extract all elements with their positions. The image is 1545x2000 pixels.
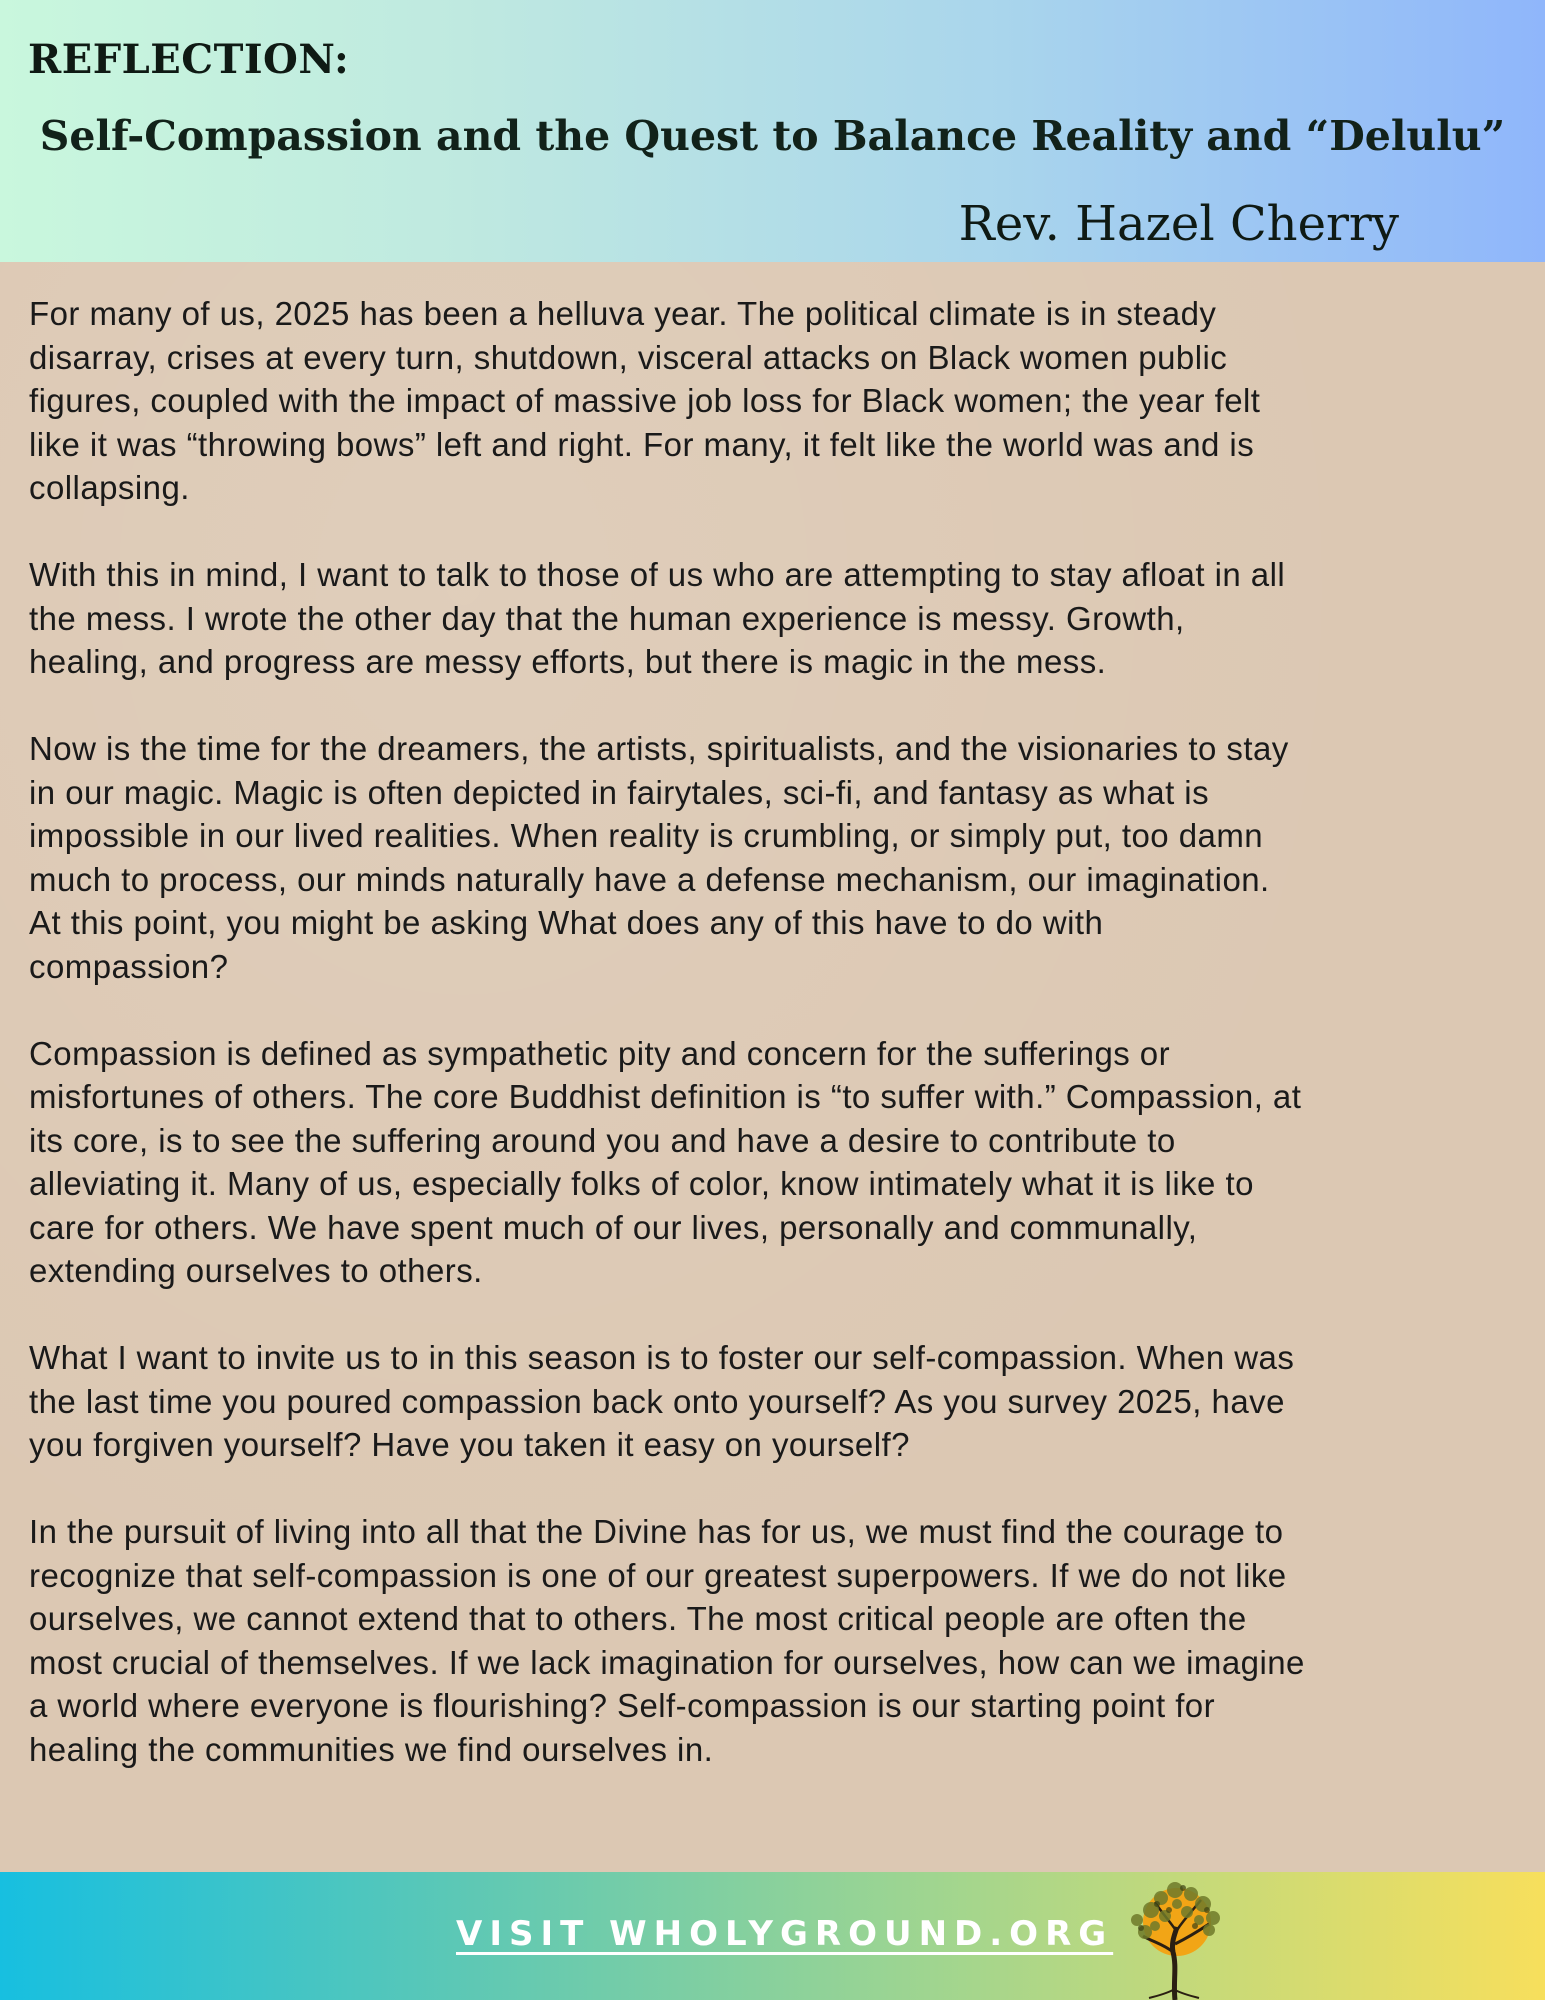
paragraph-6: In the pursuit of living into all that the Divine has for us, we must find the courage to recognize that self-compassion is one of our greatest superpowers. If we do not like ourselves, we cannot extend that to others. The most critical people are often the most crucial of themselves. If we lack imagination for ourselves, how can we imagine a world where everyone is flourishing? Self-compassion is our starting point for healing the communities we find ourselves in. [29, 1513, 1305, 1768]
article-text [29, 292, 1529, 1815]
page-title: Self-Compassion and the Quest to Balance Reality and “Delulu” [39, 112, 1506, 160]
paragraph-2: With this in mind, I want to talk to those of us who are attempting to stay afloat in all the mess. I wrote the other day that the human experience is messy. Growth, healing, and progress are messy efforts, but there is magic in the mess. [29, 556, 1286, 680]
section-kicker: REFLECTION: [28, 36, 350, 83]
footer-banner [0, 1872, 1545, 2000]
tree-sun-logo-icon [1115, 1872, 1235, 2000]
paragraph-5: What I want to invite us to in this season is to foster our self-compassion. When was the last time you poured compassion back onto yourself? As you survey 2025, have you forgiven yourself? Have you taken it easy on yourself? [29, 1339, 1295, 1463]
paragraph-4: Compassion is defined as sympathetic pity and concern for the sufferings or misfortunes of others. The core Buddhist definition is “to suffer with.” Compassion, at its core, is to see the suffering around you and have a desire to contribute to alleviating it. Many of us, especially folks of color, know intimately what it is like to care for others. We have spent much of our lives, personally and communally, extending ourselves to others. [29, 1034, 1302, 1289]
header-banner [0, 0, 1545, 262]
visit-website-link[interactable]: VISIT WHOLYGROUND.ORG [456, 1914, 1114, 1954]
paragraph-1: For many of us, 2025 has been a helluva year. The political climate is in steady disarray, crises at every turn, shutdown, visceral attacks on Black women public figures, coupled with the impact of massive job loss for Black women; the year felt like it was “throwing bows” left and right. For many, it felt like the world was and is collapsing. [29, 295, 1261, 506]
article-body [0, 262, 1545, 1872]
author-name: Rev. Hazel Cherry [958, 196, 1399, 252]
paragraph-3: Now is the time for the dreamers, the artists, spiritualists, and the visionaries to stay in our magic. Magic is often depicted in fairytales, sci-fi, and fantasy as what is impossible in our lived realities. When reality is crumbling, or simply put, too damn much to process, our minds naturally have a defense mechanism, our imagination. At this point, you might be asking What does any of this have to do with compassion? [29, 730, 1289, 985]
